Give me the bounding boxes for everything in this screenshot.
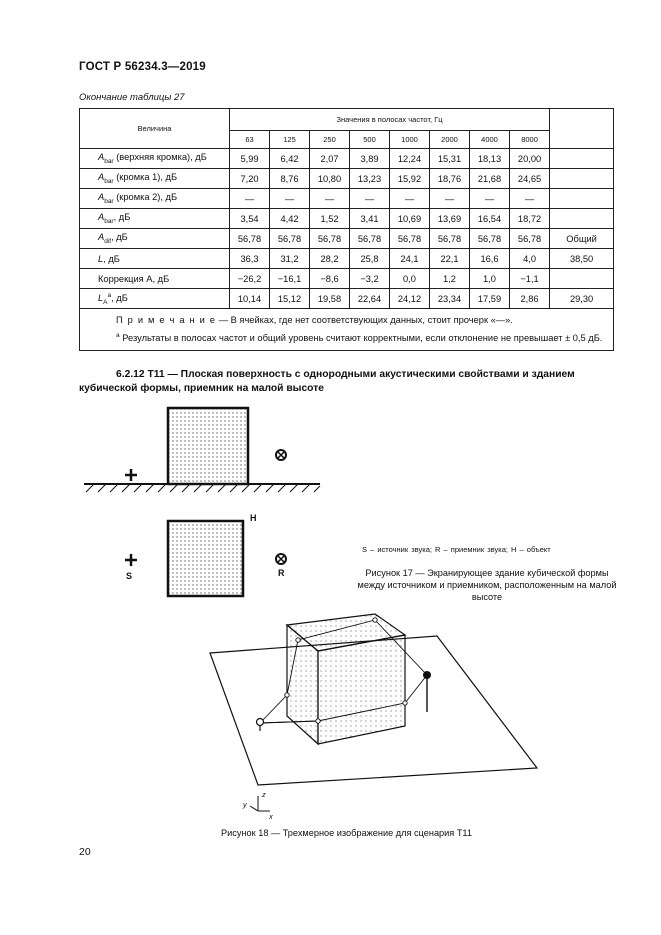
note-label: П р и м е ч а н и е [116, 315, 217, 325]
table-cell: 56,78 [230, 229, 270, 249]
table-cell: 15,92 [390, 169, 430, 189]
table-cell: −16,1 [270, 269, 310, 289]
table-cell: −8,6 [310, 269, 350, 289]
table-cell: 1,0 [470, 269, 510, 289]
table-cell: 31,2 [270, 249, 310, 269]
row-label-text: , дБ [111, 292, 128, 303]
axis-label-y: y [243, 800, 247, 809]
table-cell: 4,0 [510, 249, 550, 269]
table-cell: 5,99 [230, 149, 270, 169]
table-cell: 10,80 [310, 169, 350, 189]
table-cell: 2,07 [310, 149, 350, 169]
row-label-text: (кромка 2), дБ [113, 192, 178, 203]
label-receiver-R: R [278, 568, 285, 578]
note-text: — В ячейках, где нет соответствующих данных, стоит прочерк «—». [216, 315, 513, 325]
table-cell: 18,76 [430, 169, 470, 189]
frequency-header-cell: 125 [270, 131, 310, 149]
frequency-header-cell: 63 [230, 131, 270, 149]
footnote-mark: a [116, 332, 120, 339]
frequency-header-cell: 1000 [390, 131, 430, 149]
table-cell: 56,78 [430, 229, 470, 249]
table-cell: — [430, 189, 470, 209]
row-label-text: Коррекция А, дБ [98, 273, 170, 284]
table-cell: 24,65 [510, 169, 550, 189]
table-cell: 56,78 [390, 229, 430, 249]
table-cell: 3,54 [230, 209, 270, 229]
table-cell: −1,1 [510, 269, 550, 289]
table-cell: 25,8 [350, 249, 390, 269]
row-symbol: A [98, 212, 105, 223]
receiver-marker-side [276, 450, 286, 460]
table-cell: 22,1 [430, 249, 470, 269]
table-cell: 22,64 [350, 289, 390, 309]
frequency-header-cell: 500 [350, 131, 390, 149]
cube-front-face [318, 635, 405, 744]
table-cell: 20,00 [510, 149, 550, 169]
table-cell: 2,86 [510, 289, 550, 309]
table-cell: 56,78 [310, 229, 350, 249]
total-cell: 38,50 [550, 249, 614, 269]
table-cell: 23,34 [430, 289, 470, 309]
table-cell: 13,69 [430, 209, 470, 229]
table-cell: 3,41 [350, 209, 390, 229]
row-symbol-subscript: bar [104, 157, 114, 165]
row-label-text: (верхняя кромка), дБ [113, 152, 207, 163]
document-standard-header: ГОСТ Р 56234.3—2019 [79, 61, 206, 73]
row-label-text: (кромка 1), дБ [113, 172, 178, 183]
row-symbol: A [98, 232, 105, 243]
table-cell: 7,20 [230, 169, 270, 189]
row-symbol-subscript: bar [104, 197, 114, 205]
table-cell: 15,31 [430, 149, 470, 169]
figure17-side-view [84, 408, 320, 492]
table-cell: 28,2 [310, 249, 350, 269]
row-label-text: , дБ [103, 253, 120, 264]
row-symbol-subscript: dif [104, 237, 112, 245]
row-symbol-superscript: a [107, 291, 112, 299]
table-cell: 56,78 [510, 229, 550, 249]
figure17-plan-view [125, 521, 286, 596]
building-plan [168, 521, 243, 596]
table-cell: −3,2 [350, 269, 390, 289]
table-cell: 16,54 [470, 209, 510, 229]
table-caption: Окончание таблицы 27 [79, 92, 185, 103]
table-cell: 13,23 [350, 169, 390, 189]
table-cell: −26,2 [230, 269, 270, 289]
table-cell: — [510, 189, 550, 209]
table-cell: 18,72 [510, 209, 550, 229]
table-cell: 1,2 [430, 269, 470, 289]
table-cell: — [230, 189, 270, 209]
axis-label-z: z [262, 790, 266, 799]
table-cell: 56,78 [350, 229, 390, 249]
source-marker-plan [125, 554, 137, 566]
receiver-marker-plan [276, 554, 286, 564]
label-object-H: H [250, 513, 257, 523]
table-cell: 17,59 [470, 289, 510, 309]
row-symbol: L [98, 292, 104, 303]
figure17-legend: S – источник звука; R – приемник звука; H – объект [362, 545, 551, 554]
frequency-header-cell: 250 [310, 131, 350, 149]
label-source-S: S [126, 571, 133, 581]
row-label-text: , дБ [113, 212, 131, 223]
table-cell: 3,89 [350, 149, 390, 169]
table-cell: 4,42 [270, 209, 310, 229]
footnote-text: Результаты в полосах частот и общий уровень считают корректными, если отклонение не превышает ± 0,5 дБ. [119, 333, 603, 344]
row-label-text: , дБ [111, 232, 128, 243]
table-cell: 24,12 [390, 289, 430, 309]
table-cell: — [390, 189, 430, 209]
table-cell: 56,78 [470, 229, 510, 249]
row-symbol-subscript: bar [104, 217, 114, 225]
table-cell: 18,13 [470, 149, 510, 169]
source-marker-side [125, 469, 137, 481]
table-cell: 24,1 [390, 249, 430, 269]
row-symbol: A [98, 192, 105, 203]
table-cell: 10,14 [230, 289, 270, 309]
row-symbol: A [98, 152, 105, 163]
figure18-3d-view [210, 614, 537, 811]
figure17-caption: Рисунок 17 — Экранирующее здание кубической формы между источником и приемником, расположенным на малой высоте [357, 568, 617, 602]
table-cell: 0,0 [390, 269, 430, 289]
page-number: 20 [79, 846, 91, 858]
table-cell: — [350, 189, 390, 209]
table-cell: 6,42 [270, 149, 310, 169]
row-symbol: L [98, 253, 104, 264]
total-cell: Общий [550, 229, 614, 249]
axis-label-x: x [269, 812, 273, 821]
table-cell: 36,3 [230, 249, 270, 269]
row-symbol-subscript: bar [104, 177, 114, 185]
building-side [168, 408, 248, 484]
table-cell: 56,78 [270, 229, 310, 249]
figure18-caption: Рисунок 18 — Трехмерное изображение для сценария T11 [221, 828, 472, 838]
frequency-group-header: Значения в полосах частот, Гц [230, 109, 550, 131]
table-cell: 16,6 [470, 249, 510, 269]
table-cell: — [270, 189, 310, 209]
column-header-quantity: Величина [80, 109, 230, 149]
table-cell: — [310, 189, 350, 209]
table-cell: 19,58 [310, 289, 350, 309]
table-cell: 1,52 [310, 209, 350, 229]
row-symbol-subscript: A [103, 298, 108, 306]
table-cell: 21,68 [470, 169, 510, 189]
axes-triad [250, 796, 270, 811]
frequency-header-cell: 8000 [510, 131, 550, 149]
row-symbol: A [98, 172, 105, 183]
frequency-header-cell: 2000 [430, 131, 470, 149]
table-cell: 10,69 [390, 209, 430, 229]
table-cell: 15,12 [270, 289, 310, 309]
frequency-header-cell: 4000 [470, 131, 510, 149]
total-cell: 29,30 [550, 289, 614, 309]
table-cell: — [470, 189, 510, 209]
table-cell: 12,24 [390, 149, 430, 169]
section-heading: 6.2.12 T11 — Плоская поверхность с однородными акустическими свойствами и зданием кубической формы, приемник на малой высоте [79, 369, 575, 394]
table-cell: 8,76 [270, 169, 310, 189]
